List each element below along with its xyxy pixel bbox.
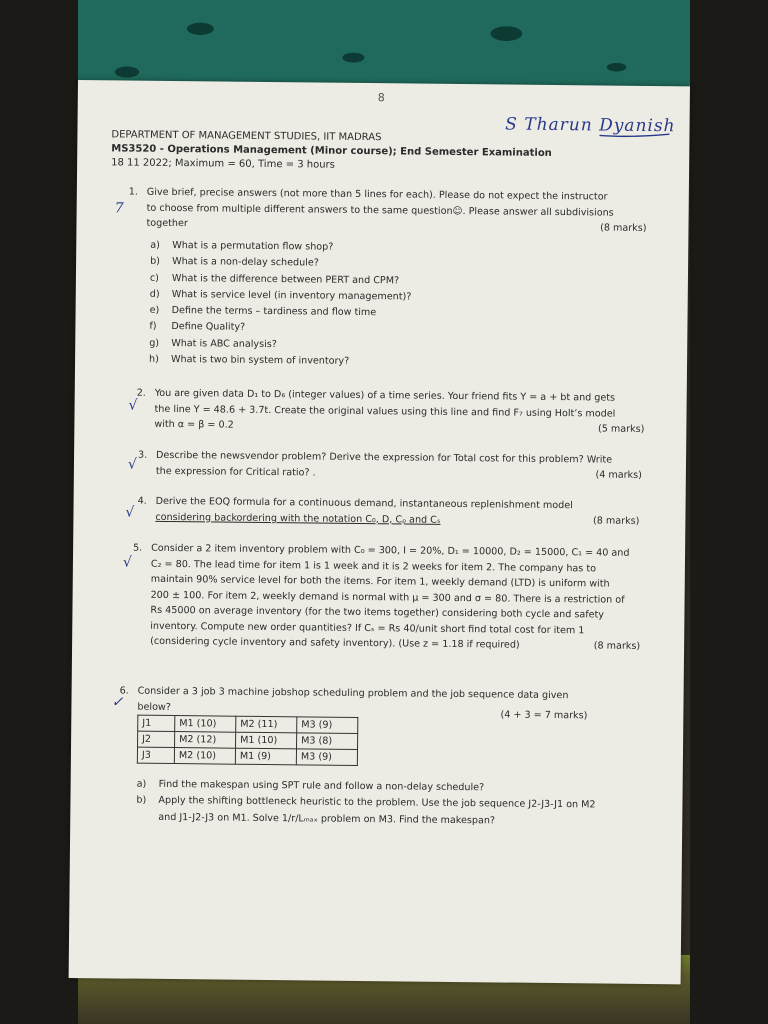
subquestion: b) Apply the shifting bottleneck heuristic to the problem. Use the job sequence J2-J3-J1 on M2 <box>136 794 596 811</box>
check-mark: ✓ <box>111 694 124 711</box>
subquestion: and J1-J2-J3 on M1. Solve 1/r/Lₘₐₓ problem on M3. Find the makespan? <box>158 811 496 827</box>
check-mark: √ <box>122 554 132 571</box>
background-right <box>690 0 768 1024</box>
question-number: 5. <box>133 542 143 554</box>
q5-line-6: inventory. Compute new order quantities? If Cₛ = Rs 40/unit short find total cost for item 1 <box>150 620 585 636</box>
q3-line-2: the expression for Critical ratio? . <box>155 465 316 479</box>
question-number: 2. <box>136 387 146 399</box>
question-6 <box>119 683 640 722</box>
subquestion: g) What is ABC analysis? <box>149 337 277 350</box>
table-cell: M2 (12) <box>175 732 236 749</box>
q3-marks: (4 marks) <box>595 469 642 481</box>
q2-marks: (5 marks) <box>597 423 645 435</box>
q5-marks: (8 marks) <box>593 640 641 652</box>
table-cell: M1 (10) <box>236 732 297 749</box>
question-1 <box>128 185 649 234</box>
details-line: 18 11 2022; Maximum = 60, Time = 3 hours <box>111 157 335 171</box>
question-number: 4. <box>137 495 147 507</box>
exam-header <box>111 128 552 175</box>
q6-subquestions <box>136 777 596 831</box>
table-cell: M3 (9) <box>297 717 358 734</box>
subquestion: a) What is a permutation flow shop? <box>150 239 334 253</box>
q4-line-2: considering backordering with the notation C₀, D, Cᵨ and Cₛ <box>155 511 441 526</box>
question-number: 6. <box>119 685 129 697</box>
q5-line-3: maintain 90% service level for both the items. For item 1, weekly demand (LTD) is uniform with <box>150 573 610 590</box>
q6-line-2: below? <box>137 701 171 713</box>
q1-subquestions <box>149 238 412 371</box>
q5-line-2: C₂ = 80. The lead time for item 1 is 1 week and it is 2 weeks for item 2. The company has to <box>150 558 597 574</box>
table-cell: J3 <box>137 747 174 763</box>
table-cell: M3 (9) <box>296 749 357 766</box>
subquestion: c) What is the difference between PERT and CPM? <box>149 272 400 286</box>
subquestion: b) What is a non-delay schedule? <box>150 256 319 269</box>
subquestion: h) What is two bin system of inventory? <box>149 353 350 367</box>
q5-line-1: Consider a 2 item inventory problem with C₀ = 300, I = 20%, D₁ = 10000, D₂ = 15000, C₁ = 40 and <box>151 542 630 559</box>
table-cell: M3 (8) <box>297 733 358 750</box>
table-cell: J2 <box>138 731 175 747</box>
q2-line-1: You are given data D₁ to D₆ (integer values) of a time series. Your friend fits Y = a + bt and gets <box>154 387 616 404</box>
q1-marks: (8 marks) <box>600 222 647 234</box>
subquestion: f) Define Quality? <box>149 321 246 334</box>
table-row <box>137 747 357 765</box>
check-mark: 7 <box>114 200 124 217</box>
q6-marks: (4 + 3 = 7 marks) <box>500 709 588 722</box>
q2-line-3: with α = β = 0.2 <box>154 418 234 431</box>
check-mark: √ <box>127 456 137 473</box>
exam-paper <box>69 80 690 984</box>
check-mark: √ <box>125 504 135 521</box>
q4-marks: (8 marks) <box>592 515 640 527</box>
table-cell: M2 (11) <box>236 716 297 733</box>
table-cell: M1 (10) <box>175 716 236 733</box>
job-sequence-table <box>137 715 359 766</box>
signature: S Tharun Dyanish <box>505 114 676 137</box>
subquestion: e) Define the terms – tardiness and flow time <box>149 304 377 319</box>
question-number: 1. <box>128 186 139 198</box>
department-line: DEPARTMENT OF MANAGEMENT STUDIES, IIT MADRAS <box>111 129 382 144</box>
course-line: MS3520 - Operations Management (Minor course); End Semester Examination <box>111 143 552 159</box>
question-4 <box>137 494 658 527</box>
q5-line-7: (considering cycle inventory and safety inventory). (Use z = 1.18 if required) <box>150 635 520 651</box>
question-3 <box>138 448 658 481</box>
q5-line-4: 200 ± 100. For item 2, weekly demand is normal with μ = 300 and σ = 80. There is a restriction of <box>150 589 625 606</box>
q5-line-5: Rs 45000 on average inventory (for the two items together) considering both cycle and safety <box>150 604 605 621</box>
q1-line-1: Give brief, precise answers (not more than 5 lines for each). Please do not expect the instructor <box>146 186 608 203</box>
q4-line-1: Derive the EOQ formula for a continuous demand, instantaneous replenishment model <box>155 495 573 512</box>
question-number: 3. <box>138 449 148 461</box>
q6-line-1: Consider a 3 job 3 machine jobshop scheduling problem and the job sequence data given <box>137 685 569 702</box>
q3-line-1: Describe the newsvendor problem? Derive the expression for Total cost for this problem? Write <box>156 449 613 466</box>
table-cell: J1 <box>138 715 175 731</box>
subquestion: d) What is service level (in inventory management)? <box>149 288 412 303</box>
question-5 <box>133 541 663 652</box>
subquestion: a) Find the makespan using SPT rule and follow a non-delay schedule? <box>136 778 485 794</box>
page-mark: 8 <box>377 91 385 105</box>
question-2 <box>136 386 657 435</box>
background-left <box>0 0 78 1024</box>
table-cell: M1 (9) <box>235 748 296 765</box>
q1-line-2: to choose from multiple different answers to the same question☺. Please answer all subdivisions <box>146 202 614 219</box>
q2-line-2: the line Y = 48.6 + 3.7t. Create the original values using this line and find F₇ using Holt’s model <box>154 403 616 420</box>
check-mark: √ <box>128 397 138 414</box>
q1-line-3: together <box>146 217 188 230</box>
table-cell: M2 (10) <box>174 748 235 765</box>
